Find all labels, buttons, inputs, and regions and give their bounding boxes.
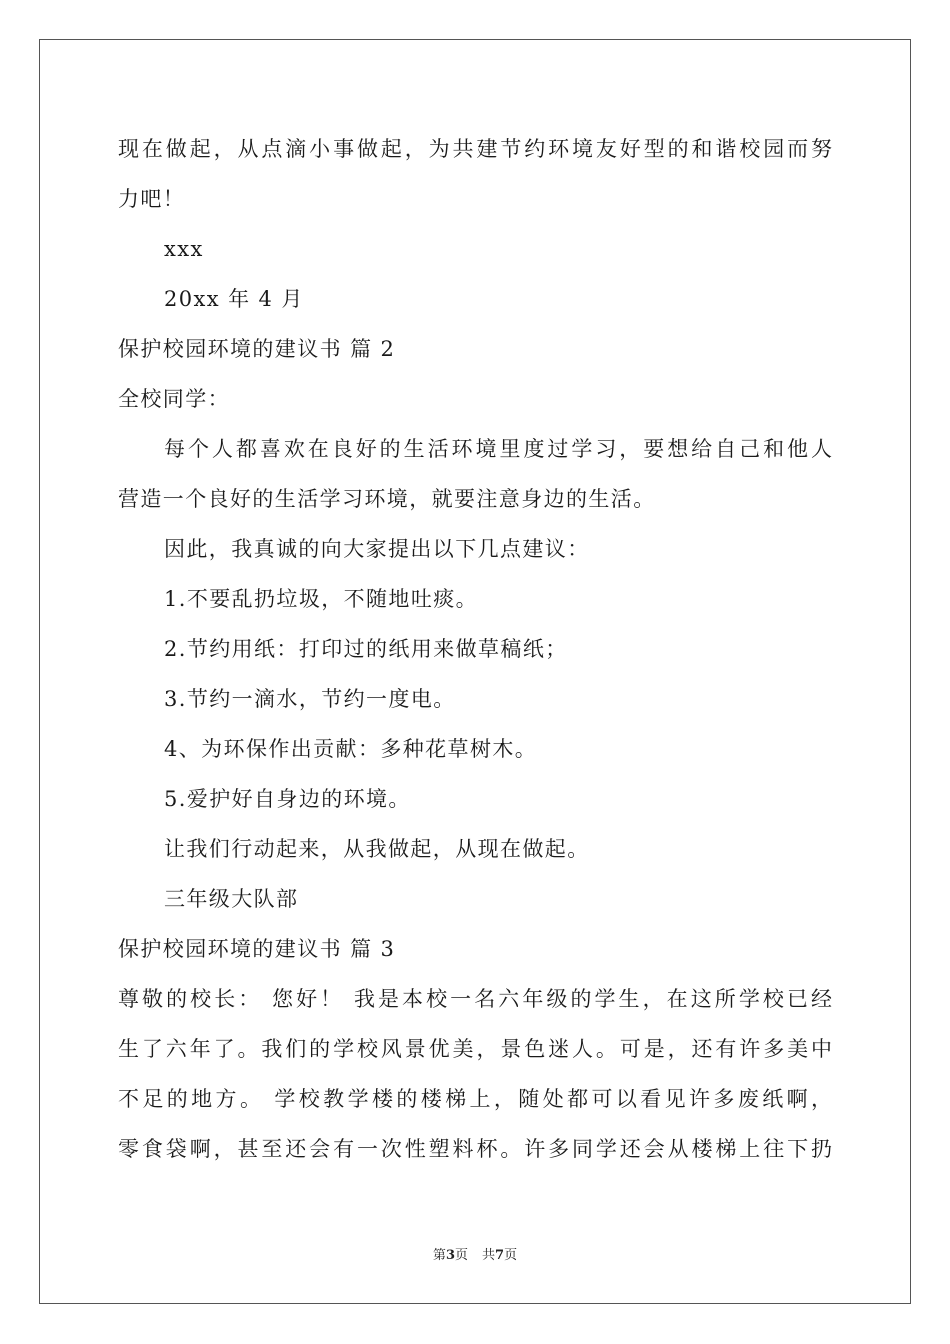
total-suffix: 页 [504,1248,518,1263]
list-item: 1.不要乱扔垃圾，不随地吐痰。 [164,587,479,611]
paragraph-line: 因此，我真诚的向大家提出以下几点建议： [164,537,590,561]
paragraph-line: 每个人都喜欢在良好的生活环境里度过学习，要想给自己和他人 [164,437,832,461]
page-footer [0,1247,950,1265]
page-frame [39,39,911,1304]
page-prefix: 第 [432,1248,446,1263]
paragraph-line: 零食袋啊，甚至还会有一次性塑料杯。许多同学还会从楼梯上往下扔 [118,1137,832,1161]
paragraph-line: 现在做起，从点滴小事做起，为共建节约环境友好型的和谐校园而努 [118,137,832,161]
section-heading: 保护校园环境的建议书 篇 3 [118,937,396,961]
salutation: 全校同学： [118,387,230,411]
list-item: 3.节约一滴水，节约一度电。 [164,687,456,711]
list-item: 5.爱护好自身边的环境。 [164,787,411,811]
paragraph-line: 营造一个良好的生活学习环境，就要注意身边的生活。 [118,487,656,511]
list-item: 4、为环保作出贡献：多种花草树木。 [164,737,538,761]
paragraph-line: 力吧！ [118,187,186,211]
page-suffix: 页 [454,1248,468,1263]
paragraph-line: 尊敬的校长： 您好！ 我是本校一名六年级的学生，在这所学校已经 [118,987,832,1011]
paragraph-line: 生了六年了。我们的学校风景优美，景色迷人。可是，还有许多美中 [118,1037,832,1061]
total-prefix: 共 [482,1248,496,1263]
paragraph-line: 让我们行动起来，从我做起，从现在做起。 [164,837,590,861]
signature-name: xxx [164,237,204,261]
section-heading: 保护校园环境的建议书 篇 2 [118,337,396,361]
page-current: 3 [445,1248,455,1263]
signature-name: 三年级大队部 [164,887,299,911]
page-total: 7 [495,1248,505,1263]
signature-date: 20xx 年 4 月 [164,287,304,311]
list-item: 2.节约用纸：打印过的纸用来做草稿纸； [164,637,568,661]
paragraph-line: 不足的地方。 学校教学楼的楼梯上，随处都可以看见许多废纸啊， [118,1087,832,1111]
